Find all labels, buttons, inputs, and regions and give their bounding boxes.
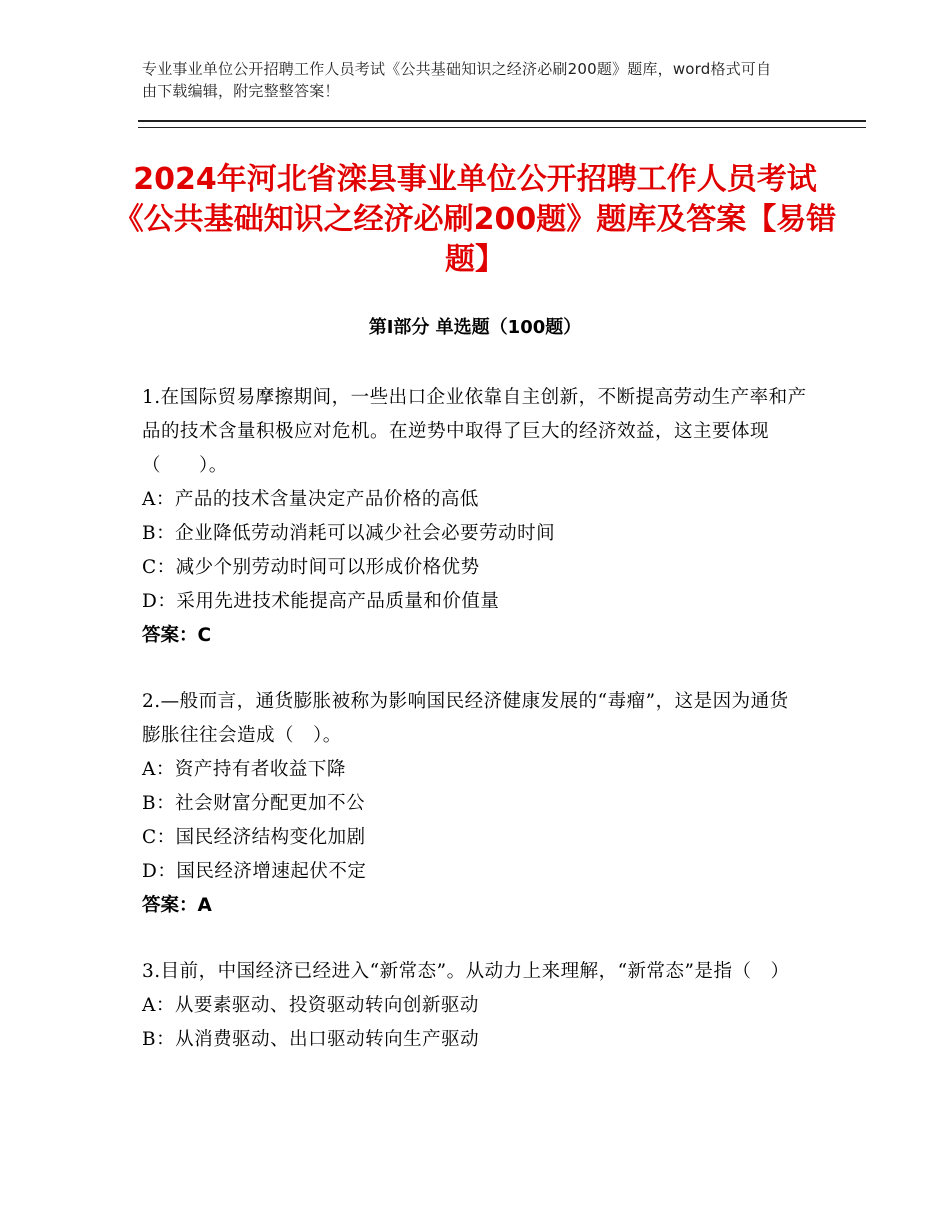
question-item	[142, 685, 807, 923]
question-item	[142, 381, 807, 653]
question-option: B：从消费驱动、出口驱动转向生产驱动	[142, 1029, 480, 1050]
question-stem: 1.在国际贸易摩擦期间，一些出口企业依靠自主创新，不断提高劳动生产率和产品的技术含量积极应对危机。在逆势中取得了巨大的经济效益，这主要体现（ ）。	[142, 387, 807, 476]
question-list	[142, 381, 807, 1089]
question-option: C：国民经济结构变化加剧	[142, 827, 366, 848]
question-item	[142, 955, 807, 1057]
question-answer: 答案：C	[142, 625, 212, 646]
question-option: D：国民经济增速起伏不定	[142, 861, 367, 882]
question-option: C：减少个别劳动时间可以形成价格优势	[142, 557, 480, 578]
question-stem: 3.目前，中国经济已经进入“新常态”。从动力上来理解，“新常态”是指（ ）	[142, 961, 790, 982]
header-divider	[138, 120, 866, 128]
question-option: D：采用先进技术能提高产品质量和价值量	[142, 591, 500, 612]
question-stem: 2.—般而言，通货膨胀被称为影响国民经济健康发展的“毒瘤”，这是因为通货膨胀往往会造成（ ）。	[142, 691, 789, 746]
header-note: 专业事业单位公开招聘工作人员考试《公共基础知识之经济必刷200题》题库，word格式可自由下载编辑，附完整整答案！	[142, 60, 772, 100]
question-option: A：资产持有者收益下降	[142, 759, 346, 780]
document-title: 2024年河北省滦县事业单位公开招聘工作人员考试《公共基础知识之经济必刷200题》题库及答案【易错题】	[113, 162, 837, 277]
question-option: B：企业降低劳动消耗可以减少社会必要劳动时间	[142, 523, 556, 544]
question-option: B：社会财富分配更加不公	[142, 793, 366, 814]
question-option: A：从要素驱动、投资驱动转向创新驱动	[142, 995, 479, 1016]
question-answer: 答案：A	[142, 895, 212, 916]
question-option: A：产品的技术含量决定产品价格的高低	[142, 489, 479, 510]
section-title: 第Ⅰ部分 单选题（100题）	[368, 317, 582, 338]
